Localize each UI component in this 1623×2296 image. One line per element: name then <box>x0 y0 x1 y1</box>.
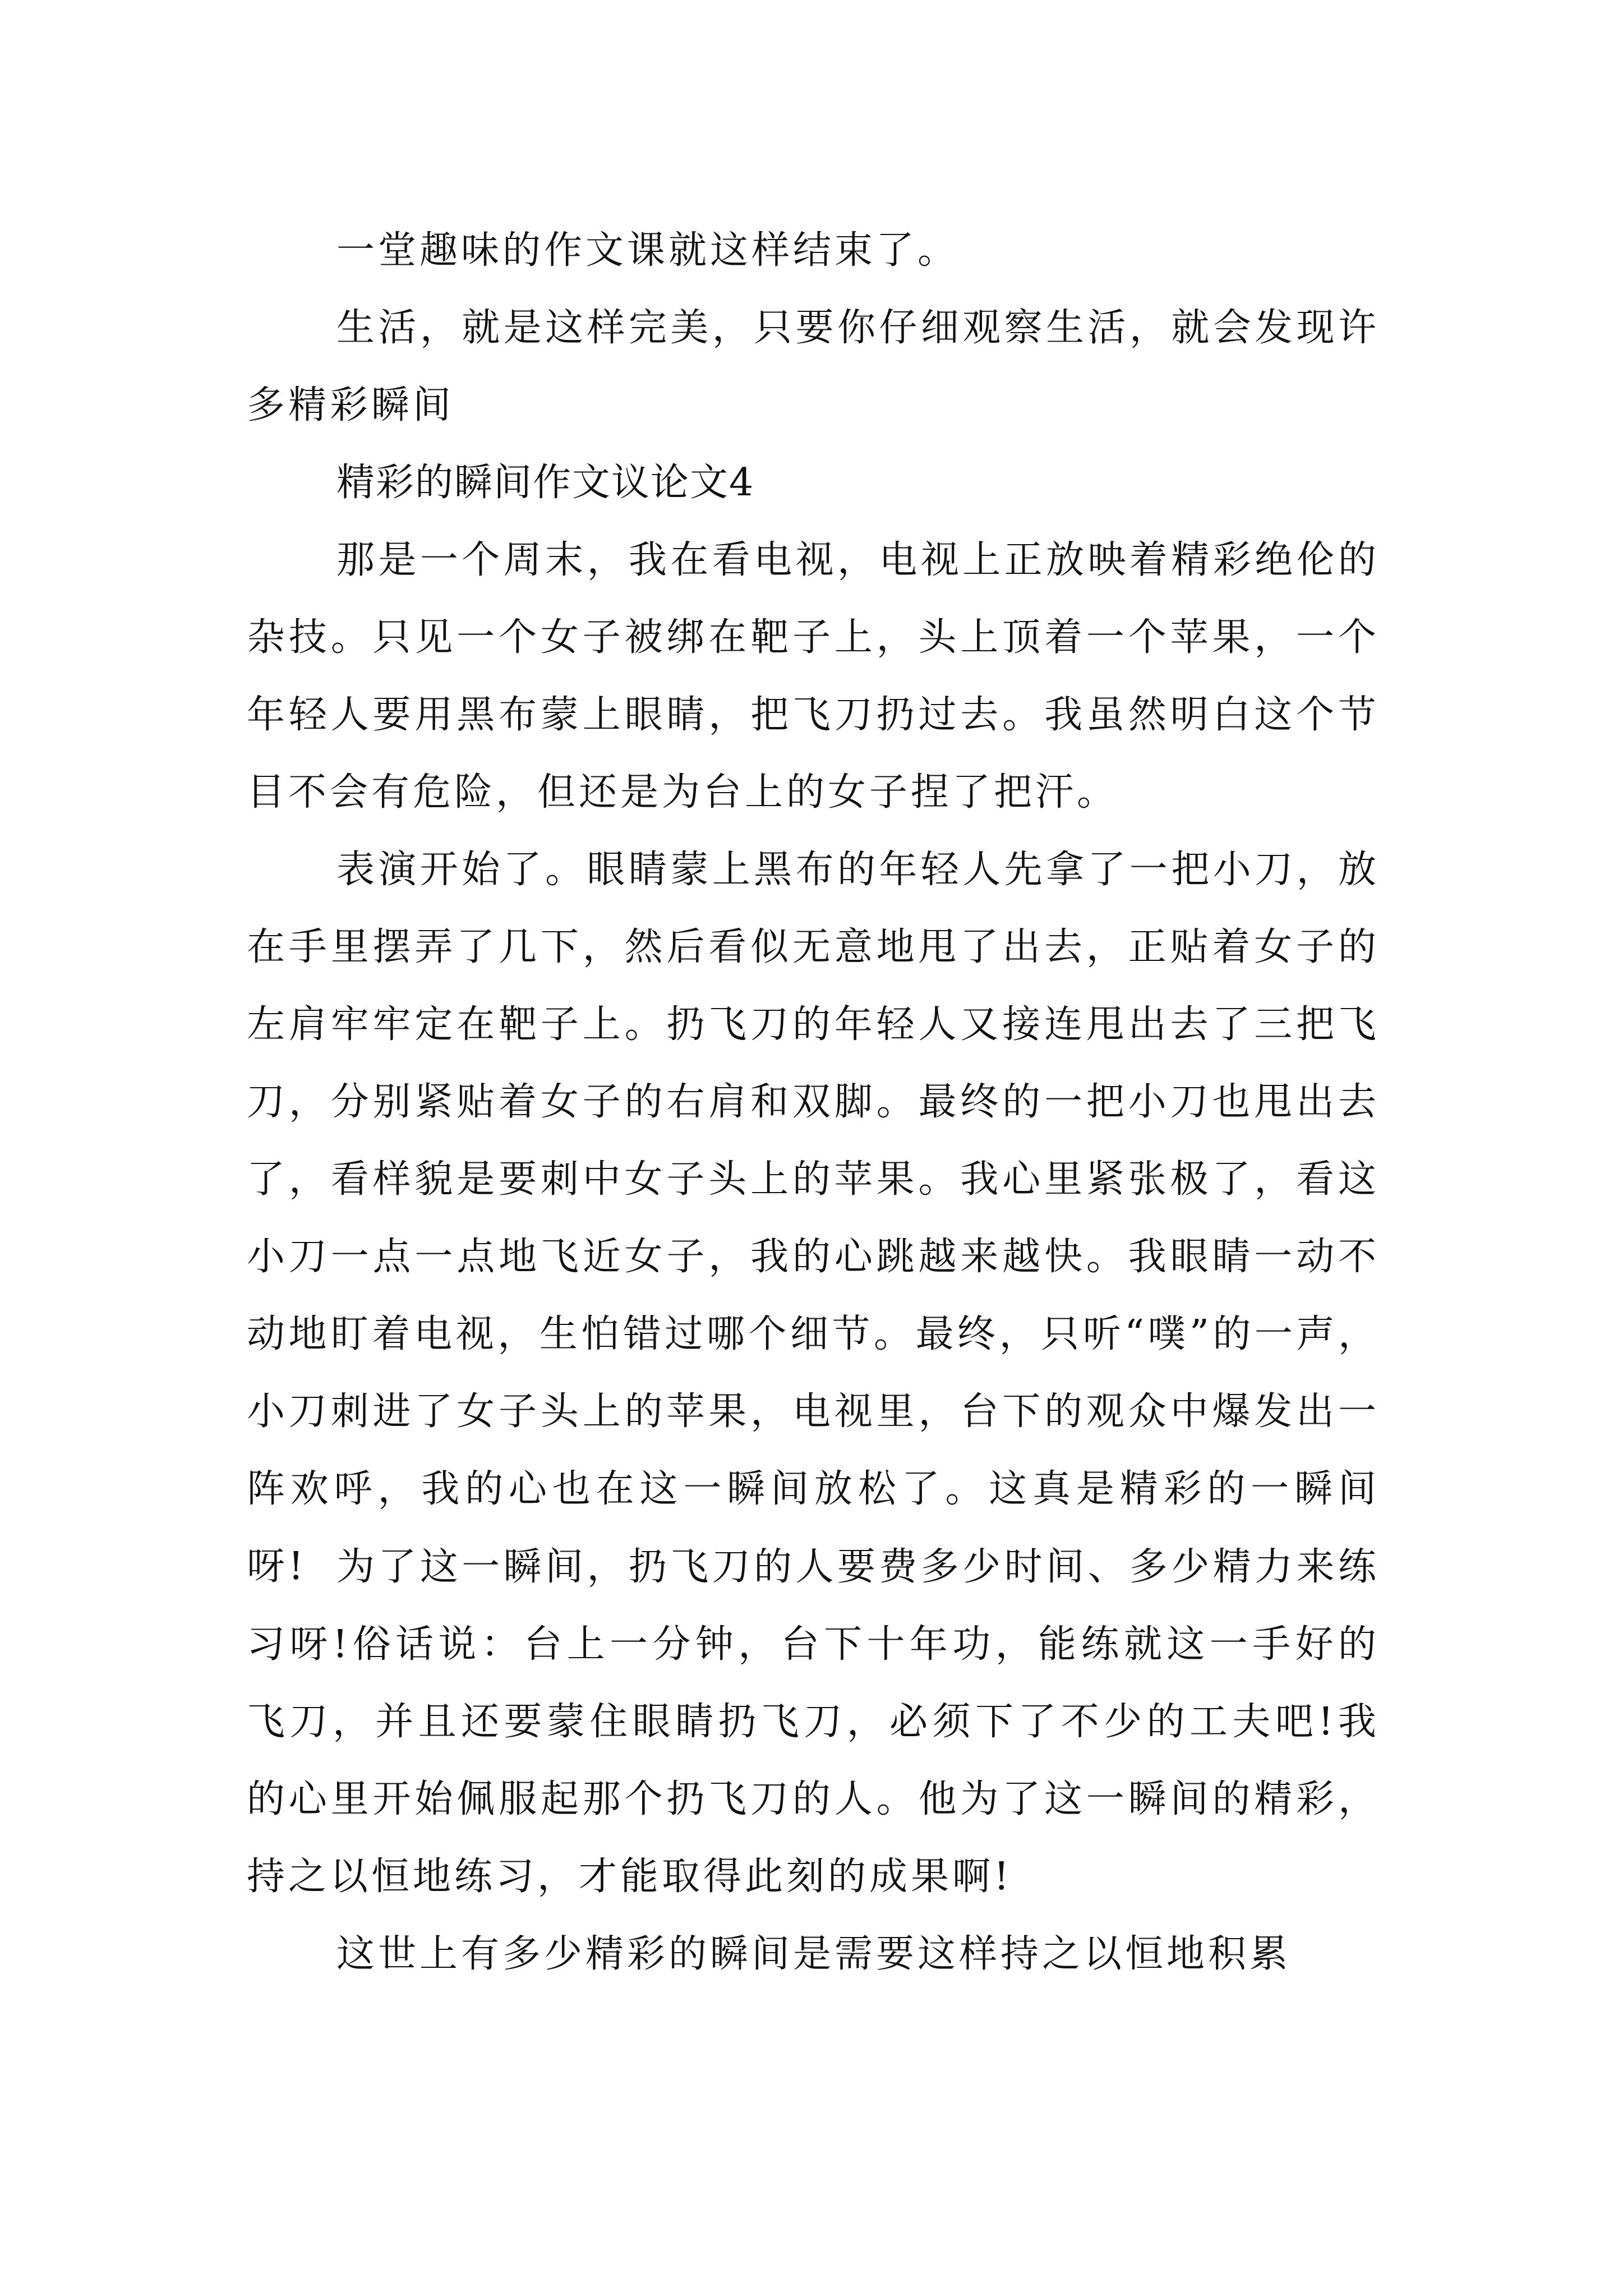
paragraph-class-ending: 一堂趣味的作文课就这样结束了。 <box>336 228 960 273</box>
paragraph-practice: 为了这一瞬间，扔飞刀的人要费多少时间、多少精力来练习呀!俗话说：台上一分钟，台下十年功，能练就这一手好的飞刀，并且还要蒙住眼睛扔飞刀，必须下了不少的工夫吧!我的心里开始佩服起那个扔飞刀的人。他为了这一瞬间的精彩，持之以恒地练习，才能取得此刻的成果啊! <box>247 1545 1380 1899</box>
paragraph-persistence: 这世上有多少精彩的瞬间是需要这样持之以恒地积累 <box>336 1932 1292 1976</box>
paragraph-performance: 表演开始了。眼睛蒙上黑布的年轻人先拿了一把小刀，放在手里摆弄了几下，然后看似无意地甩了出去，正贴着女子的左肩牢牢定在靶子上。扔飞刀的年轻人又接连甩出去了三把飞刀，分别紧贴着女子的右肩和双脚。最终的一把小刀也甩出去了，看样貌是要刺中女子头上的苹果。我心里紧张极了，看这小刀一点一点地飞近女子，我的心跳越来越快。我眼睛一动不动地盯着电视，生怕错过哪个细节。最终，只听“噗”的一声，小刀刺进了女子头上的苹果，电视里，台下的观众中爆发出一阵欢呼，我的心也在这一瞬间放松了。这真是精彩的一瞬间呀! <box>247 848 1380 1589</box>
essay-title-4: 精彩的瞬间作文议论文4 <box>336 461 755 505</box>
paragraph-weekend-tv: 那是一个周末，我在看电视，电视上正放映着精彩绝伦的杂技。只见一个女子被绑在靶子上，头上顶着一个苹果，一个年轻人要用黑布蒙上眼睛，把飞刀扔过去。我虽然明白这个节目不会有危险，但还是为台上的女子捏了把汗。 <box>247 538 1380 815</box>
paragraph-life-observation: 生活，就是这样完美，只要你仔细观察生活，就会发现许多精彩瞬间 <box>247 306 1380 427</box>
